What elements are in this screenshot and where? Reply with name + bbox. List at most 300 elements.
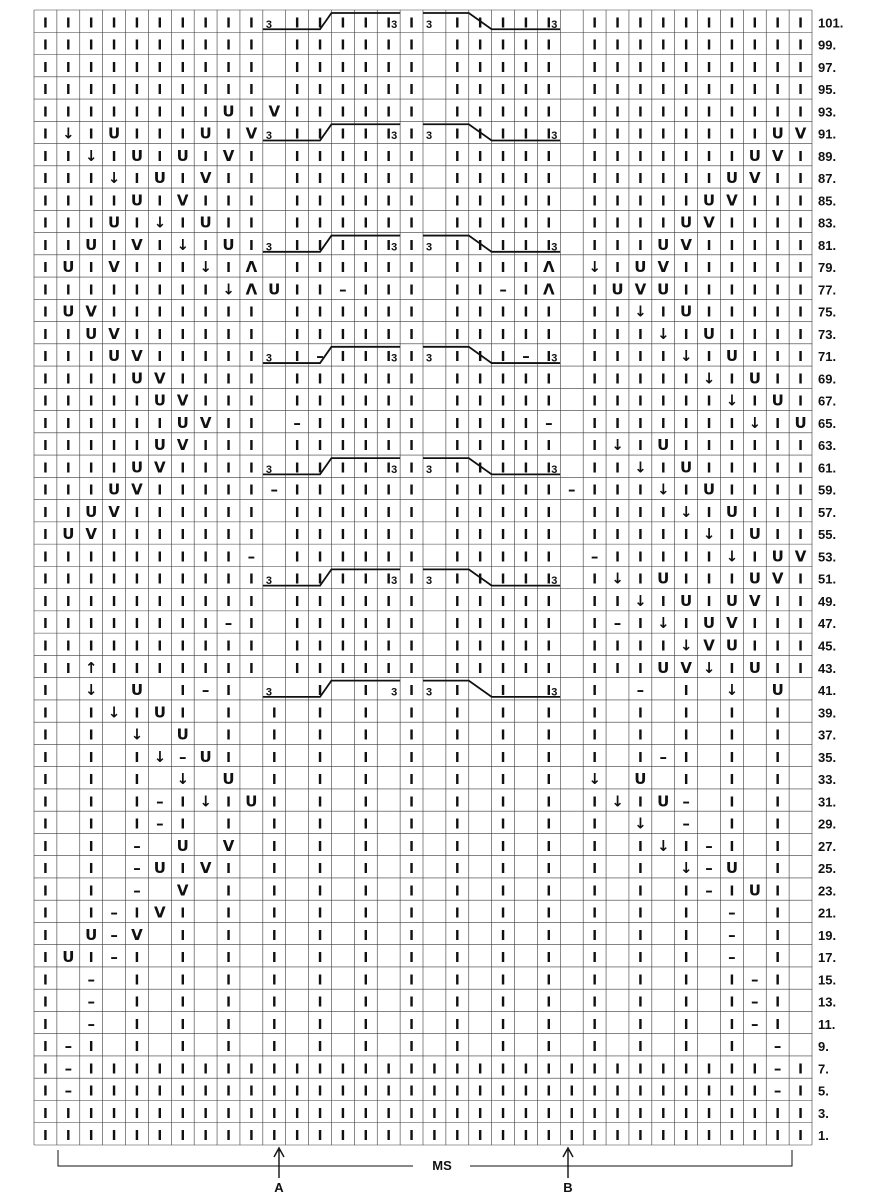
decrease-stitch: V xyxy=(726,614,738,633)
bottom-markers xyxy=(58,1148,792,1195)
knit-stitch: I xyxy=(340,60,346,76)
knit-stitch: I xyxy=(729,973,735,989)
knit-stitch: I xyxy=(409,305,414,321)
knit-stitch: I xyxy=(523,83,529,99)
purl-stitch: – xyxy=(133,836,141,855)
knit-stitch: I xyxy=(500,951,506,967)
knit-stitch: I xyxy=(317,238,323,254)
knit-stitch: I xyxy=(729,1084,735,1100)
knit-stitch: I xyxy=(43,617,48,633)
knit-stitch: I xyxy=(363,149,369,165)
knit-stitch: I xyxy=(592,1062,598,1078)
knit-stitch: I xyxy=(752,439,758,455)
slip-stitch: ↓ xyxy=(176,770,190,789)
slip-stitch: ↓ xyxy=(588,770,601,789)
knit-stitch: I xyxy=(363,1084,369,1100)
stitch-symbols xyxy=(43,16,807,1144)
knit-stitch: I xyxy=(226,172,231,188)
row-label: 13. xyxy=(818,994,837,1010)
knit-stitch: I xyxy=(180,928,186,944)
yarn_over-stitch: U xyxy=(85,235,98,254)
purl-stitch: – xyxy=(339,280,347,299)
knit-stitch: I xyxy=(180,661,186,677)
yarn_over-stitch: U xyxy=(680,591,693,610)
knit-stitch: I xyxy=(88,1040,94,1056)
knit-stitch: I xyxy=(180,327,186,343)
knit-stitch: I xyxy=(363,706,369,722)
knit-stitch: I xyxy=(157,528,163,544)
row-label: 21. xyxy=(818,905,837,921)
knit-stitch: I xyxy=(775,16,781,32)
knit-stitch: I xyxy=(317,884,323,900)
knit-stitch: I xyxy=(683,906,689,922)
knit-stitch: I xyxy=(43,906,48,922)
yarn_over-stitch: U xyxy=(199,747,212,766)
yarn_over-stitch: U xyxy=(680,458,693,477)
decrease-stitch: V xyxy=(176,391,189,410)
knit-stitch: I xyxy=(271,1084,277,1100)
purl-stitch: – xyxy=(64,1081,73,1100)
knit-stitch: I xyxy=(454,327,460,343)
knit-stitch: I xyxy=(157,38,163,54)
slip-stitch: ↓ xyxy=(199,792,212,811)
yarn_over-stitch: U xyxy=(153,391,166,410)
knit-stitch: I xyxy=(340,1129,346,1145)
knit-stitch: I xyxy=(729,661,735,677)
knit-stitch: I xyxy=(546,728,552,744)
purl-stitch: – xyxy=(682,814,690,833)
increase-stitch: Λ xyxy=(245,280,258,299)
knit-stitch: I xyxy=(317,951,323,967)
knit-stitch: I xyxy=(500,884,506,900)
knit-stitch: I xyxy=(363,795,369,811)
knit-stitch: I xyxy=(500,661,506,677)
knit-stitch: I xyxy=(317,439,323,455)
knit-stitch: I xyxy=(409,572,414,588)
knit-stitch: I xyxy=(363,951,369,967)
knit-stitch: I xyxy=(248,350,254,366)
knit-stitch: I xyxy=(203,483,209,499)
knit-stitch: I xyxy=(294,350,300,366)
knit-stitch: I xyxy=(615,216,620,232)
knit-stitch: I xyxy=(180,995,186,1011)
knit-stitch: I xyxy=(409,1017,414,1033)
knit-stitch: I xyxy=(43,951,48,967)
knit-stitch: I xyxy=(226,1084,231,1100)
knit-stitch: I xyxy=(340,238,346,254)
knit-stitch: I xyxy=(798,261,803,277)
knit-stitch: I xyxy=(65,505,71,521)
knit-stitch: I xyxy=(43,38,48,54)
slip-stitch: ↓ xyxy=(611,436,624,455)
decrease-stitch: V xyxy=(199,169,212,188)
slip-stitch: ↓ xyxy=(679,347,693,366)
knit-stitch: I xyxy=(454,773,460,789)
knit-stitch: I xyxy=(65,327,71,343)
knit-stitch: I xyxy=(637,528,643,544)
knit-stitch: I xyxy=(317,1017,323,1033)
knit-stitch: I xyxy=(500,483,506,499)
knit-stitch: I xyxy=(363,194,369,210)
knit-stitch: I xyxy=(271,795,277,811)
knit-stitch: I xyxy=(454,928,460,944)
knit-stitch: I xyxy=(477,149,483,165)
knit-stitch: I xyxy=(386,594,392,610)
knit-stitch: I xyxy=(386,172,392,188)
knit-stitch: I xyxy=(660,194,666,210)
knit-stitch: I xyxy=(157,327,163,343)
knit-stitch: I xyxy=(546,16,552,32)
knit-stitch: I xyxy=(592,483,598,499)
knit-stitch: I xyxy=(317,750,323,766)
yarn_over-stitch: U xyxy=(85,502,98,521)
knit-stitch: I xyxy=(546,951,552,967)
knit-stitch: I xyxy=(546,617,552,633)
purl-stitch: – xyxy=(613,614,622,633)
yarn_over-stitch: U xyxy=(702,324,716,343)
knit-stitch: I xyxy=(500,773,506,789)
knit-stitch: I xyxy=(523,639,529,655)
knit-stitch: I xyxy=(523,416,529,432)
knit-stitch: I xyxy=(500,16,506,32)
knit-stitch: I xyxy=(43,194,48,210)
knit-stitch: I xyxy=(65,439,71,455)
knit-stitch: I xyxy=(317,661,323,677)
knit-stitch: I xyxy=(248,1106,254,1122)
knit-stitch: I xyxy=(180,105,186,121)
knit-stitch: I xyxy=(798,194,803,210)
knit-stitch: I xyxy=(775,862,781,878)
knit-stitch: I xyxy=(180,973,186,989)
knit-stitch: I xyxy=(546,973,552,989)
knit-stitch: I xyxy=(248,216,254,232)
cable-count: 3 xyxy=(265,241,272,254)
knit-stitch: I xyxy=(546,149,552,165)
knit-stitch: I xyxy=(546,550,552,566)
knit-stitch: I xyxy=(340,439,346,455)
knit-stitch: I xyxy=(363,639,369,655)
knit-stitch: I xyxy=(752,127,758,143)
knit-stitch: I xyxy=(88,706,94,722)
knit-stitch: I xyxy=(660,105,666,121)
yarn_over-stitch: U xyxy=(794,413,807,432)
knit-stitch: I xyxy=(65,1106,71,1122)
knit-stitch: I xyxy=(317,60,323,76)
decrease-stitch: V xyxy=(771,146,784,165)
slip-stitch: ↓ xyxy=(748,413,762,432)
knit-stitch: I xyxy=(340,594,346,610)
row-label: 27. xyxy=(818,838,837,854)
knit-stitch: I xyxy=(294,594,300,610)
knit-stitch: I xyxy=(317,528,323,544)
knit-stitch: I xyxy=(523,394,529,410)
purl-stitch: – xyxy=(751,992,759,1011)
knit-stitch: I xyxy=(180,862,186,878)
knit-stitch: I xyxy=(775,439,781,455)
slip-stitch: ↓ xyxy=(679,859,693,878)
knit-stitch: I xyxy=(409,1084,414,1100)
purl-stitch: – xyxy=(499,280,507,299)
knit-stitch: I xyxy=(546,483,552,499)
knit-stitch: I xyxy=(363,439,369,455)
row-label: 87. xyxy=(818,171,837,187)
knit-stitch: I xyxy=(317,1129,323,1145)
row-label: 61. xyxy=(818,460,837,476)
knit-stitch: I xyxy=(729,817,735,833)
knit-stitch: I xyxy=(203,16,209,32)
purl-stitch: – xyxy=(773,1059,782,1078)
knit-stitch: I xyxy=(43,372,48,388)
knit-stitch: I xyxy=(248,38,254,54)
cable-count: 3 xyxy=(426,18,433,31)
knit-stitch: I xyxy=(180,795,186,811)
knit-stitch: I xyxy=(203,149,209,165)
knit-stitch: I xyxy=(729,1017,735,1033)
knit-stitch: I xyxy=(363,38,369,54)
knit-stitch: I xyxy=(752,617,758,633)
knit-stitch: I xyxy=(706,505,712,521)
knit-stitch: I xyxy=(340,505,346,521)
knit-stitch: I xyxy=(775,38,781,54)
row-label: 3. xyxy=(818,1105,829,1121)
knit-stitch: I xyxy=(226,416,231,432)
knit-stitch: I xyxy=(454,1129,460,1145)
knit-stitch: I xyxy=(523,127,529,143)
knit-stitch: I xyxy=(203,1129,209,1145)
knit-stitch: I xyxy=(88,194,94,210)
slip-stitch: ↓ xyxy=(611,569,624,588)
slip-stitch: ↓ xyxy=(153,747,167,766)
slip-stitch: ↓ xyxy=(702,658,716,677)
knit-stitch: I xyxy=(523,283,529,299)
knit-stitch: I xyxy=(180,350,186,366)
knit-stitch: I xyxy=(134,773,140,789)
knit-stitch: I xyxy=(660,1106,666,1122)
knit-stitch: I xyxy=(180,1040,186,1056)
knit-stitch: I xyxy=(294,60,300,76)
knit-stitch: I xyxy=(706,550,712,566)
knit-stitch: I xyxy=(409,928,414,944)
knit-stitch: I xyxy=(798,1129,803,1145)
knit-stitch: I xyxy=(637,617,643,633)
knit-stitch: I xyxy=(226,38,231,54)
knit-stitch: I xyxy=(683,172,689,188)
knit-stitch: I xyxy=(798,528,803,544)
knit-stitch: I xyxy=(363,283,369,299)
knit-stitch: I xyxy=(637,149,643,165)
knit-stitch: I xyxy=(706,16,712,32)
knit-stitch: I xyxy=(592,416,598,432)
knit-stitch: I xyxy=(248,105,254,121)
knit-stitch: I xyxy=(340,1084,346,1100)
knit-stitch: I xyxy=(180,60,186,76)
knit-stitch: I xyxy=(88,594,94,610)
purl-stitch: – xyxy=(728,925,736,944)
knit-stitch: I xyxy=(798,83,803,99)
knit-stitch: I xyxy=(592,706,598,722)
knit-stitch: I xyxy=(592,1084,598,1100)
knit-stitch: I xyxy=(248,60,254,76)
knit-stitch: I xyxy=(615,327,620,343)
knit-stitch: I xyxy=(798,60,803,76)
knit-stitch: I xyxy=(271,884,277,900)
knit-stitch: I xyxy=(752,38,758,54)
row-label: 91. xyxy=(818,126,837,142)
knit-stitch: I xyxy=(134,906,140,922)
row-label: 17. xyxy=(818,950,837,966)
knit-stitch: I xyxy=(226,728,231,744)
knit-stitch: I xyxy=(752,60,758,76)
knit-stitch: I xyxy=(111,105,117,121)
knit-stitch: I xyxy=(477,572,483,588)
knit-stitch: I xyxy=(546,795,552,811)
knit-stitch: I xyxy=(203,350,209,366)
knit-stitch: I xyxy=(43,416,48,432)
row-label: 95. xyxy=(818,82,837,98)
yarn_over-stitch: U xyxy=(107,213,121,232)
cable-count: 3 xyxy=(391,575,398,588)
knit-stitch: I xyxy=(157,1106,163,1122)
knit-stitch: I xyxy=(683,439,689,455)
knit-stitch: I xyxy=(409,1062,414,1078)
purl-stitch: – xyxy=(87,992,95,1011)
knit-stitch: I xyxy=(660,372,666,388)
knit-stitch: I xyxy=(798,594,803,610)
decrease-stitch: V xyxy=(748,591,761,610)
knit-stitch: I xyxy=(409,1106,414,1122)
knit-stitch: I xyxy=(660,60,666,76)
knit-stitch: I xyxy=(477,172,483,188)
knit-stitch: I xyxy=(111,528,117,544)
knit-stitch: I xyxy=(798,372,803,388)
knit-stitch: I xyxy=(43,928,48,944)
knit-stitch: I xyxy=(43,127,48,143)
knit-stitch: I xyxy=(43,305,48,321)
knit-stitch: I xyxy=(65,38,71,54)
purl-stitch: – xyxy=(659,747,668,766)
knit-stitch: I xyxy=(592,461,598,477)
knit-stitch: I xyxy=(65,416,71,432)
knit-stitch: I xyxy=(363,483,369,499)
knit-stitch: I xyxy=(729,773,735,789)
knit-stitch: I xyxy=(157,127,163,143)
knit-stitch: I xyxy=(134,550,140,566)
knit-stitch: I xyxy=(500,817,506,833)
knit-stitch: I xyxy=(500,194,506,210)
slip-stitch: ↓ xyxy=(588,258,601,277)
knit-stitch: I xyxy=(592,16,598,32)
knit-stitch: I xyxy=(660,1062,666,1078)
knit-stitch: I xyxy=(729,528,735,544)
knit-stitch: I xyxy=(294,572,300,588)
knit-stitch: I xyxy=(409,416,414,432)
knit-stitch: I xyxy=(88,261,94,277)
slip-stitch: ↓ xyxy=(679,502,693,521)
knit-stitch: I xyxy=(569,1129,575,1145)
knit-stitch: I xyxy=(317,817,323,833)
purl-stitch: – xyxy=(156,814,164,833)
knit-stitch: I xyxy=(432,1084,437,1100)
knit-stitch: I xyxy=(409,884,414,900)
knit-stitch: I xyxy=(637,795,643,811)
row-label: 93. xyxy=(818,104,837,120)
knit-stitch: I xyxy=(134,661,140,677)
row-label: 15. xyxy=(818,972,837,988)
knit-stitch: I xyxy=(226,461,231,477)
knit-stitch: I xyxy=(271,839,277,855)
knit-stitch: I xyxy=(409,127,414,143)
knit-stitch: I xyxy=(317,194,323,210)
knit-stitch: I xyxy=(363,1106,369,1122)
knit-stitch: I xyxy=(798,483,803,499)
knit-stitch: I xyxy=(203,1106,209,1122)
yarn_over-stitch: U xyxy=(657,235,670,254)
slip-stitch: ↓ xyxy=(199,258,212,277)
knit-stitch: I xyxy=(500,83,506,99)
knit-stitch: I xyxy=(477,283,483,299)
knit-stitch: I xyxy=(798,172,803,188)
knit-stitch: I xyxy=(363,127,369,143)
knit-stitch: I xyxy=(88,728,94,744)
knit-stitch: I xyxy=(546,1040,552,1056)
knit-stitch: I xyxy=(157,1062,163,1078)
knit-stitch: I xyxy=(317,461,323,477)
knit-stitch: I xyxy=(386,416,392,432)
yarn_over-stitch: U xyxy=(130,681,144,700)
knit-stitch: I xyxy=(523,172,529,188)
knit-stitch: I xyxy=(226,216,231,232)
knit-stitch: I xyxy=(226,817,231,833)
knit-stitch: I xyxy=(88,372,94,388)
knit-stitch: I xyxy=(637,1040,643,1056)
knit-stitch: I xyxy=(454,172,460,188)
knit-stitch: I xyxy=(706,1084,712,1100)
knit-stitch: I xyxy=(729,483,735,499)
yarn_over-stitch: U xyxy=(611,280,624,299)
knit-stitch: I xyxy=(546,439,552,455)
knit-stitch: I xyxy=(157,283,163,299)
knit-stitch: I xyxy=(134,1106,140,1122)
knit-stitch: I xyxy=(111,550,117,566)
yarn_over-stitch: U xyxy=(222,770,235,789)
knit-stitch: I xyxy=(546,639,552,655)
knit-stitch: I xyxy=(615,194,620,210)
knit-stitch: I xyxy=(226,750,231,766)
knit-stitch: I xyxy=(134,16,140,32)
knit-stitch: I xyxy=(500,105,506,121)
yarn_over-stitch: U xyxy=(130,369,144,388)
knit-stitch: I xyxy=(248,461,254,477)
knit-stitch: I xyxy=(798,661,803,677)
knit-stitch: I xyxy=(294,617,300,633)
knit-stitch: I xyxy=(592,1017,598,1033)
increase-stitch: Λ xyxy=(245,258,258,277)
knit-stitch: I xyxy=(477,1129,483,1145)
knit-stitch: I xyxy=(546,194,552,210)
knit-stitch: I xyxy=(88,817,94,833)
knit-stitch: I xyxy=(111,283,117,299)
knit-stitch: I xyxy=(798,38,803,54)
knit-stitch: I xyxy=(637,372,643,388)
knit-stitch: I xyxy=(363,728,369,744)
knit-stitch: I xyxy=(500,60,506,76)
row-label: 99. xyxy=(818,37,837,53)
yarn_over-stitch: U xyxy=(771,391,784,410)
knit-stitch: I xyxy=(363,105,369,121)
knit-stitch: I xyxy=(523,261,529,277)
knit-stitch: I xyxy=(386,572,392,588)
knit-stitch: I xyxy=(65,483,71,499)
